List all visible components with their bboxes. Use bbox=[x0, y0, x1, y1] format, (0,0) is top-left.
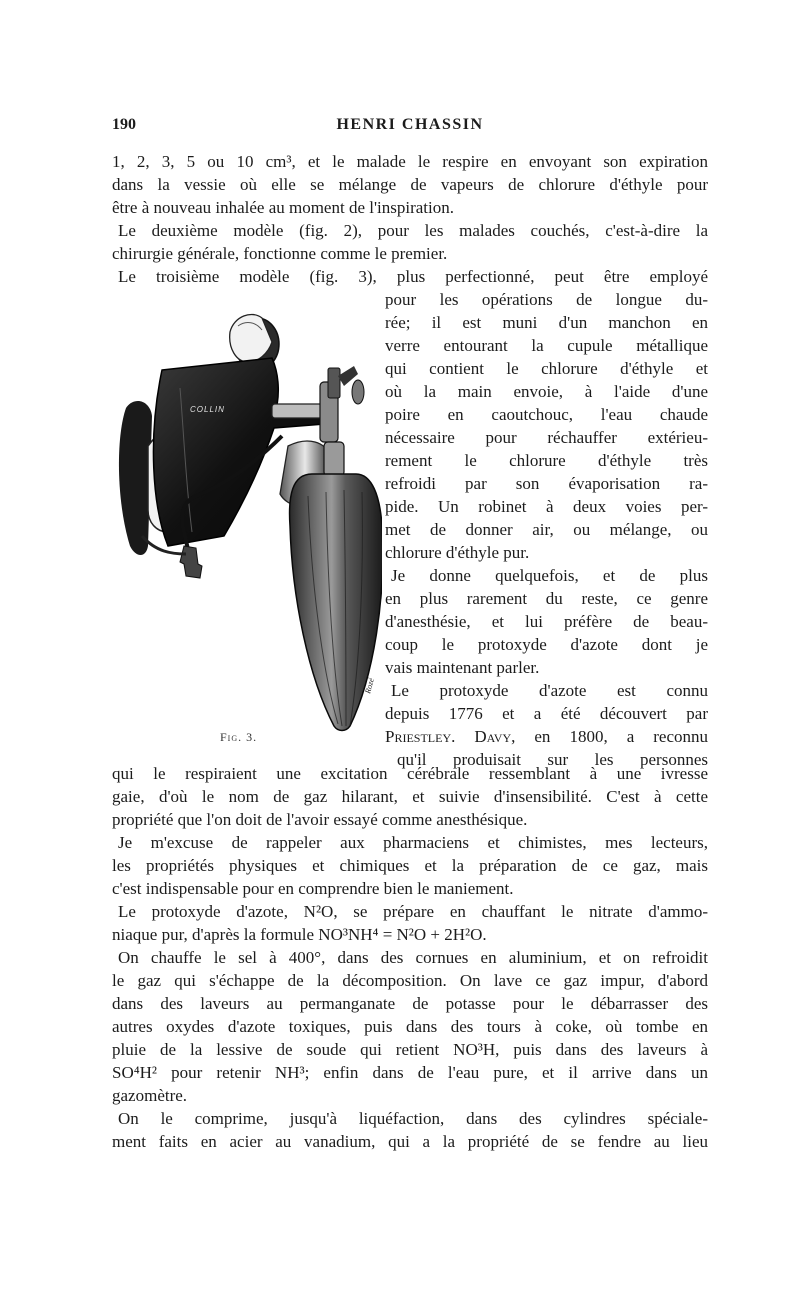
page-number: 190 bbox=[112, 116, 136, 133]
valve bbox=[180, 546, 202, 578]
text-line: autres oxydes d'azote toxiques, puis dans des tours à coke, où tombe en bbox=[112, 1017, 708, 1036]
text-line: chirurgie générale, fonctionne comme le premier. bbox=[112, 244, 448, 263]
text-line: pour les opérations de longue du- bbox=[385, 290, 708, 309]
text-line: où la main envoie, à l'aide d'une bbox=[385, 382, 708, 401]
text-fragment: , en 1800, a reconnu bbox=[511, 727, 708, 746]
text-line: dans des laveurs au permanganate de potasse pour le débarrasser des bbox=[112, 994, 708, 1013]
text-line: gaie, d'où le nom de gaz hilarant, et suivie d'insensibilité. C'est à cette bbox=[112, 787, 708, 806]
text-line: c'est indispensable pour en comprendre bien le maniement. bbox=[112, 879, 514, 898]
text-line: vais maintenant parler. bbox=[385, 658, 540, 677]
text-line: coup le protoxyde d'azote dont je bbox=[385, 635, 708, 654]
text-line: gazomètre. bbox=[112, 1086, 188, 1105]
text-line: le gaz qui s'échappe de la décomposition. On lave ce gaz impur, d'abord bbox=[112, 971, 708, 990]
engraver-signature: Rozé bbox=[363, 677, 376, 695]
text-line: Le deuxième modèle (fig. 2), pour les malades couchés, c'est-à-dire la bbox=[118, 221, 708, 240]
text-line: rement le chlorure d'éthyle très bbox=[385, 451, 708, 470]
text-line: rée; il est muni d'un manchon en bbox=[385, 313, 708, 332]
text-line: SO⁴H² pour retenir NH³; enfin dans de l'eau pure, et il arrive dans un bbox=[112, 1063, 708, 1082]
text-line: nécessaire pour réchauffer extérieu- bbox=[385, 428, 708, 447]
page-header bbox=[112, 116, 708, 140]
inhaler-illustration bbox=[112, 296, 382, 736]
face-silhouette bbox=[119, 401, 152, 555]
text-line: poire en caoutchouc, l'eau chaude bbox=[385, 405, 708, 424]
text-line: pide. Un robinet à deux voies per- bbox=[385, 497, 708, 516]
right-column-text bbox=[385, 288, 708, 771]
text-line: refroidi par son évaporisation ra- bbox=[385, 474, 708, 493]
bottom-paragraphs bbox=[112, 762, 708, 1153]
text-line: en plus rarement du reste, ce genre bbox=[385, 589, 708, 608]
text-line: Le troisième modèle (fig. 3), plus perfectionné, peut être employé bbox=[118, 267, 708, 286]
text-line: d'anesthésie, et lui préfère de beau- bbox=[385, 612, 708, 631]
text-line: On chauffe le sel à 400°, dans des cornues en aluminium, et on refroidit bbox=[118, 948, 708, 967]
text-line: Je m'excuse de rappeler aux pharmaciens et chimistes, mes lecteurs, bbox=[118, 833, 708, 852]
author-davy: Davy bbox=[474, 727, 512, 746]
text-line: niaque pur, d'après la formule NO³NH⁴ = N²O + 2H²O. bbox=[112, 925, 487, 944]
text-line: qu'il produisait sur les personnes bbox=[397, 750, 708, 769]
running-head: HENRI CHASSIN bbox=[336, 116, 484, 133]
top-paragraphs bbox=[112, 150, 708, 288]
text-line: Le protoxyde d'azote est connu bbox=[391, 681, 708, 700]
text-line: être à nouveau inhalée au moment de l'inspiration. bbox=[112, 198, 455, 217]
text-line: depuis 1776 et a été découvert par bbox=[385, 704, 708, 723]
text-line: ment faits en acier au vanadium, qui a la propriété de se fendre au lieu bbox=[112, 1132, 708, 1151]
text-line: 1, 2, 3, 5 ou 10 cm³, et le malade le respire en envoyant son expiration bbox=[112, 152, 708, 171]
text-line: qui le respiraient une excitation cérébrale ressemblant à une ivresse bbox=[112, 764, 708, 783]
text-line: On le comprime, jusqu'à liquéfaction, dans des cylindres spéciale- bbox=[118, 1109, 708, 1128]
text-line: verre entourant la cupule métallique bbox=[385, 336, 708, 355]
text-line: dans la vessie où elle se mélange de vapeurs de chlorure d'éthyle pour bbox=[112, 175, 708, 194]
text-line: Je donne quelquefois, et de plus bbox=[391, 566, 708, 585]
text-line: Priestley. Davy, en 1800, a reconnu bbox=[385, 727, 708, 746]
mask-label: COLLIN bbox=[190, 405, 225, 414]
text-line: Le protoxyde d'azote, N²O, se prépare en chauffant le nitrate d'ammo- bbox=[118, 902, 708, 921]
text-line: propriété que l'on doit de l'avoir essayé comme anesthésique. bbox=[112, 810, 528, 829]
text-line: pluie de la lessive de soude qui retient NO³H, puis dans des laveurs à bbox=[112, 1040, 708, 1059]
author-priestley: Priestley bbox=[385, 727, 452, 746]
figure-3 bbox=[112, 296, 382, 736]
text-line: chlorure d'éthyle pur. bbox=[385, 543, 530, 562]
text-line: les propriétés physiques et chimiques et la préparation de ce gaz, mais bbox=[112, 856, 708, 875]
text-line: qui contient le chlorure d'éthyle et bbox=[385, 359, 708, 378]
figure-caption: Fig. 3. bbox=[220, 730, 258, 744]
text-line: met de donner air, ou mélange, ou bbox=[385, 520, 708, 539]
